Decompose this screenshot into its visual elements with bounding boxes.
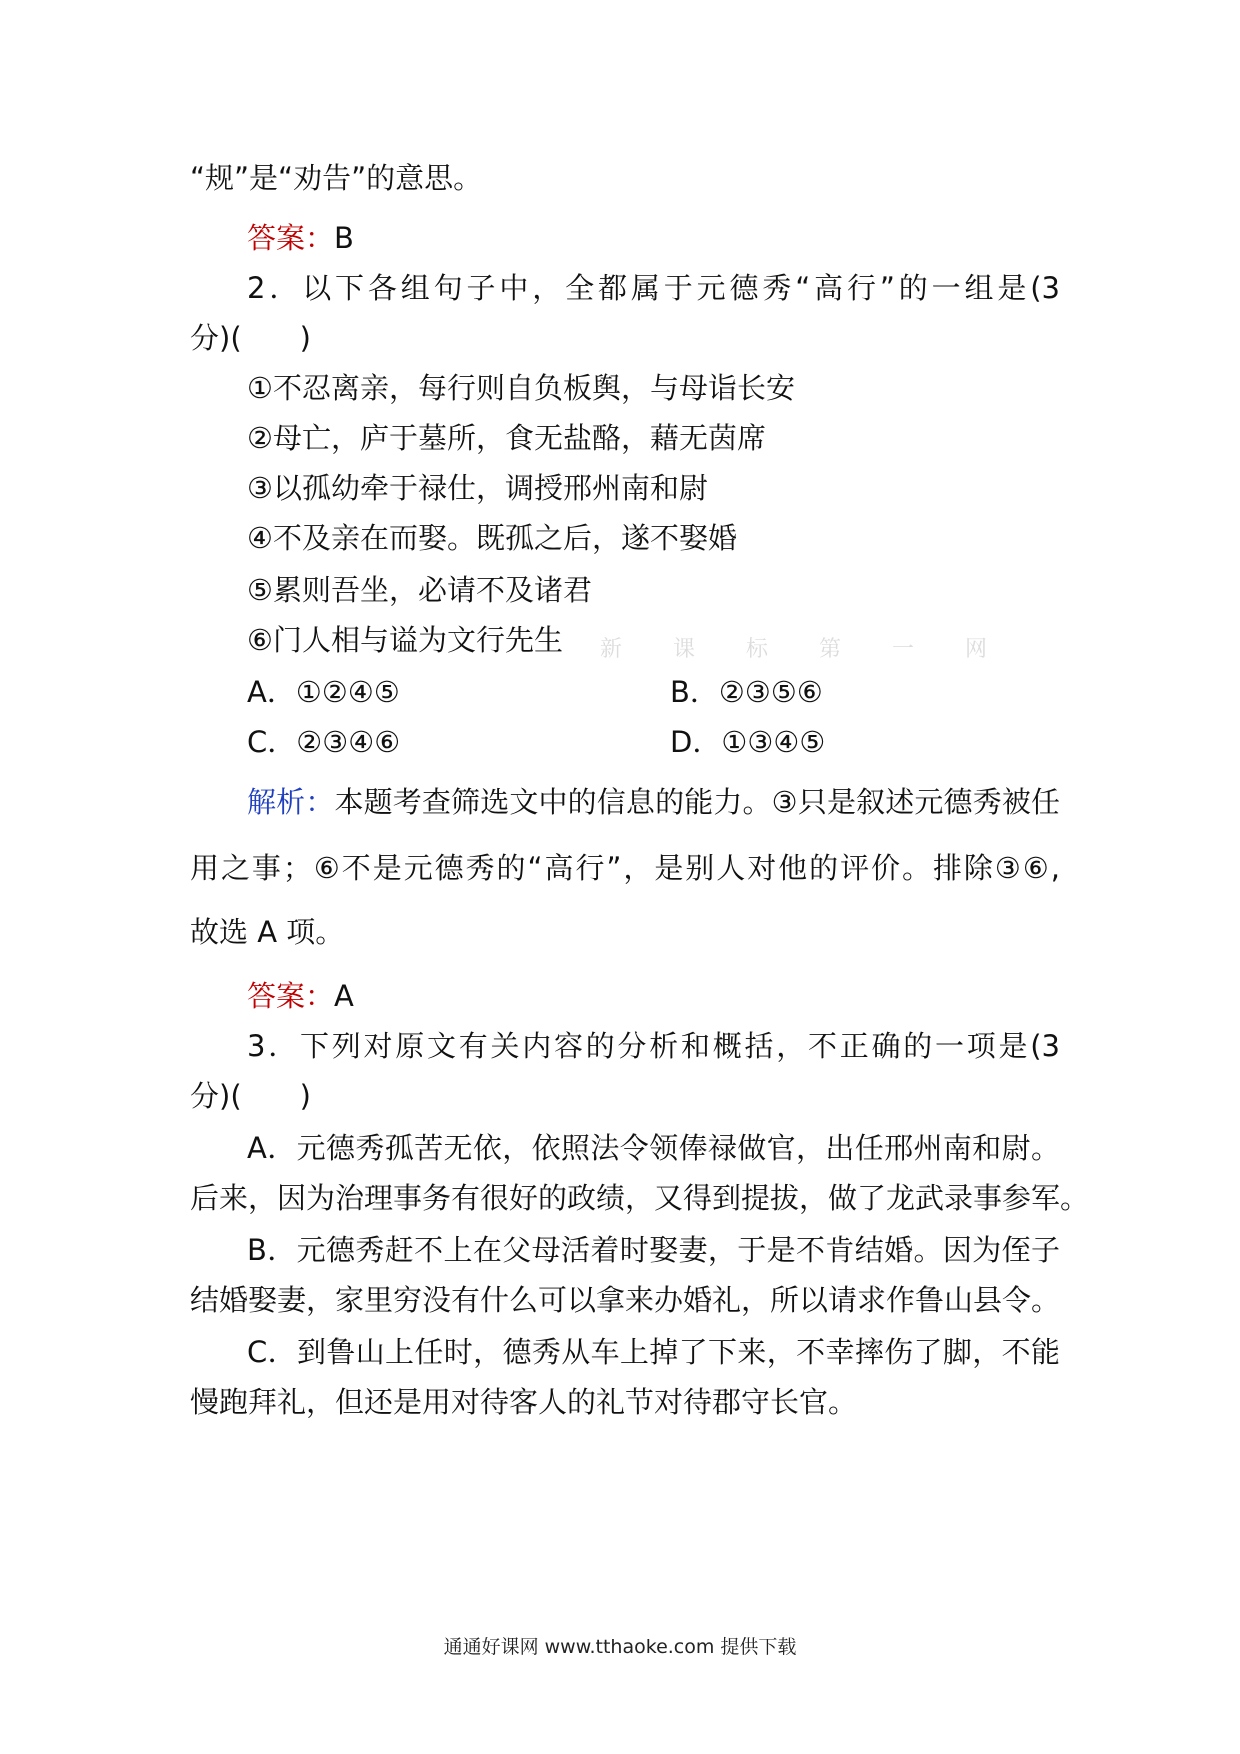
sentence-6: ⑥门人相与谥为文行先生 — [247, 623, 563, 657]
option-3c-line-1: C．到鲁山上任时，德秀从车上掉了下来，不幸摔伤了脚，不能 — [247, 1335, 1060, 1369]
answer-line — [247, 218, 1060, 258]
sentence-2: ②母亡，庐于墓所，食无盐酪，藉无茵席 — [247, 421, 766, 455]
sentence-1: ①不忍离亲，每行则自负板舆，与母诣长安 — [247, 371, 795, 405]
question-2-line: 2．以下各组句子中，全都属于元德秀“高行”的一组是(3 — [247, 271, 1060, 305]
analysis-line-1 — [247, 782, 1060, 822]
answer-value-2: A — [334, 979, 354, 1013]
question-3-line-cont: 分)( ) — [190, 1079, 311, 1113]
answer-label: 答案： — [247, 221, 335, 255]
option-3b-line-2: 结婚娶妻，家里穷没有什么可以拿来办婚礼，所以请求作鲁山县令。 — [190, 1283, 1061, 1317]
text-line: “规”是“劝告”的意思。 — [190, 161, 483, 195]
question-2-line-cont: 分)( ) — [190, 321, 311, 355]
sentence-4: ④不及亲在而娶。既孤之后，遂不娶婚 — [247, 521, 737, 555]
option-d: D．①③④⑤ — [670, 725, 826, 759]
analysis-label: 解析： — [247, 785, 335, 819]
question-3-line: 3．下列对原文有关内容的分析和概括，不正确的一项是(3 — [247, 1029, 1060, 1063]
sentence-5: ⑤累则吾坐，必请不及诸君 — [247, 573, 592, 607]
option-3a-line-2: 后来，因为治理事务有很好的政绩，又得到提拔，做了龙武录事参军。 — [190, 1181, 1090, 1215]
option-3b-line-1: B．元德秀赶不上在父母活着时娶妻，于是不肯结婚。因为侄子 — [247, 1233, 1060, 1267]
sentence-3: ③以孤幼牵于禄仕，调授邢州南和尉 — [247, 471, 708, 505]
option-b: B．②③⑤⑥ — [670, 675, 823, 709]
analysis-text-1: 本题考查筛选文中的信息的能力。③只是叙述元德秀被任 — [334, 785, 1060, 819]
option-3c-line-2: 慢跑拜礼，但还是用对待客人的礼节对待郡守长官。 — [190, 1385, 858, 1419]
analysis-line-3: 故选 A 项。 — [190, 915, 345, 949]
option-3a-line-1: A．元德秀孤苦无依，依照法令领俸禄做官，出任邢州南和尉。 — [247, 1131, 1060, 1165]
answer-label-2: 答案： — [247, 979, 335, 1013]
watermark: 新 课 标 第 一 网 — [600, 637, 1009, 662]
option-a: A．①②④⑤ — [247, 675, 400, 709]
answer-value: B — [334, 221, 354, 255]
analysis-line-2: 用之事；⑥不是元德秀的“高行”，是别人对他的评价。排除③⑥, — [190, 851, 1060, 885]
answer-line-2 — [247, 976, 1060, 1016]
page-footer: 通通好课网 www.tthaoke.com 提供下载 — [443, 1636, 797, 1658]
option-c: C．②③④⑥ — [247, 725, 401, 759]
